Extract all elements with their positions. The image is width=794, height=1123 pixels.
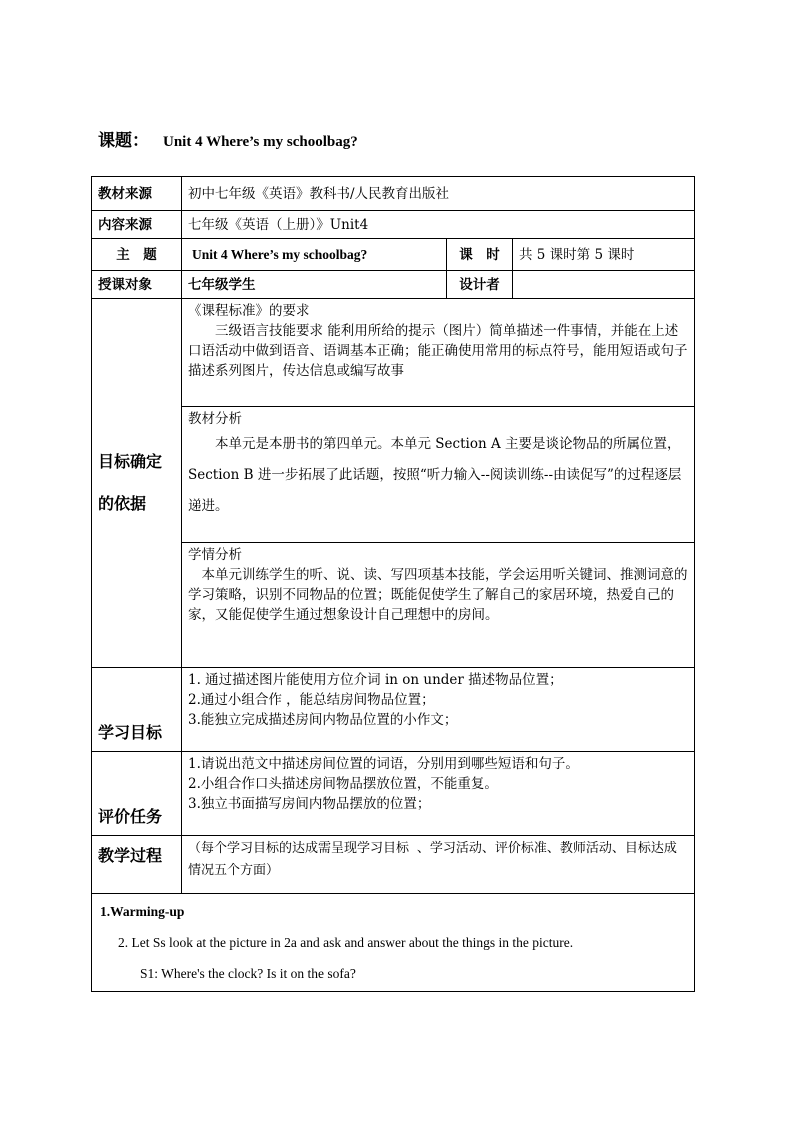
row-audience	[92, 271, 695, 299]
title-text: Unit 4 Where’s my schoolbag?	[163, 134, 358, 150]
row-assessment	[92, 752, 695, 836]
standard-title: 《课程标准》的要求	[188, 303, 310, 319]
process-label: 教学过程	[92, 836, 182, 894]
basis-label-line1: 目标确定	[98, 452, 163, 471]
source-label: 教材来源	[92, 177, 182, 211]
goals-cell	[182, 668, 695, 752]
textbook-cell	[182, 407, 695, 543]
content-value: 七年级《英语（上册）》Unit4	[182, 211, 695, 239]
basis-label	[92, 299, 182, 668]
student-text: 本单元训练学生的听、说、读、写四项基本技能，学会运用听关键词、推测词意的学习策略，识别不同物品的位置；既能促使学生了解自己的家居环境，热爱自己的家，又能促使学生通过想象设计自己理想中的房间。	[188, 567, 688, 623]
topic-label: 主 题	[92, 239, 182, 271]
topic-value: Unit 4 Where’s my schoolbag?	[182, 239, 447, 271]
lesson-plan-table	[91, 176, 695, 992]
designer-value	[513, 271, 695, 299]
source-value: 初中七年级《英语》教科书/人民教育出版社	[182, 177, 695, 211]
row-goals	[92, 668, 695, 752]
row-student	[92, 543, 695, 668]
student-title: 学情分析	[188, 547, 242, 563]
textbook-title: 教材分析	[188, 411, 242, 427]
row-topic	[92, 239, 695, 271]
row-standard	[92, 299, 695, 407]
goal-item: 1. 通过描述图片能使用方位介词 in on under 描述物品位置；	[188, 672, 563, 688]
student-cell	[182, 543, 695, 668]
lesson-title	[98, 126, 358, 151]
assessment-item: 3.独立书面描写房间内物品摆放的位置；	[188, 796, 431, 812]
row-process	[92, 836, 695, 894]
standard-cell	[182, 299, 695, 407]
warmup-heading: 1.Warming-up	[100, 904, 185, 919]
warmup-line2: S1: Where's the clock? Is it on the sofa?	[140, 966, 356, 981]
textbook-text: 本单元是本册书的第四单元。本单元 Section A 主要是谈论物品的所属位置，Section B 进一步拓展了此话题，按照“听力输入--阅读训练--由读促写”的过程逐层递进。	[188, 436, 682, 514]
warmup-cell	[92, 894, 695, 992]
row-content	[92, 211, 695, 239]
standard-text: 三级语言技能要求 能利用所给的提示（图片）简单描述一件事情，并能在上述口语活动中做到语音、语调基本正确；能正确使用常用的标点符号，能用短语或句子描述系列图片，传达信息或编写故事	[188, 323, 688, 379]
assessment-cell	[182, 752, 695, 836]
row-source	[92, 177, 695, 211]
goals-label: 学习目标	[92, 668, 182, 752]
row-warmup	[92, 894, 695, 992]
audience-value: 七年级学生	[182, 271, 447, 299]
content-label: 内容来源	[92, 211, 182, 239]
process-text: （每个学习目标的达成需呈现学习目标 、学习活动、评价标准、教师活动、目标达成情况五个方面）	[182, 836, 695, 894]
goal-item: 3.能独立完成描述房间内物品位置的小作文；	[188, 712, 458, 728]
basis-label-line2: 的依据	[98, 494, 147, 513]
row-textbook	[92, 407, 695, 543]
warmup-line1: 2. Let Ss look at the picture in 2a and ask and answer about the things in the picture.	[118, 935, 574, 950]
audience-label: 授课对象	[92, 271, 182, 299]
period-label: 课 时	[447, 239, 513, 271]
assessment-item: 1.请说出范文中描述房间位置的词语，分别用到哪些短语和句子。	[188, 756, 579, 772]
title-label: 课题：	[98, 131, 149, 151]
period-value: 共 5 课时第 5 课时	[513, 239, 695, 271]
goal-item: 2.通过小组合作 ，能总结房间物品位置；	[188, 692, 435, 708]
assessment-item: 2.小组合作口头描述房间物品摆放位置，不能重复。	[188, 776, 498, 792]
assessment-label: 评价任务	[92, 752, 182, 836]
designer-label: 设计者	[447, 271, 513, 299]
